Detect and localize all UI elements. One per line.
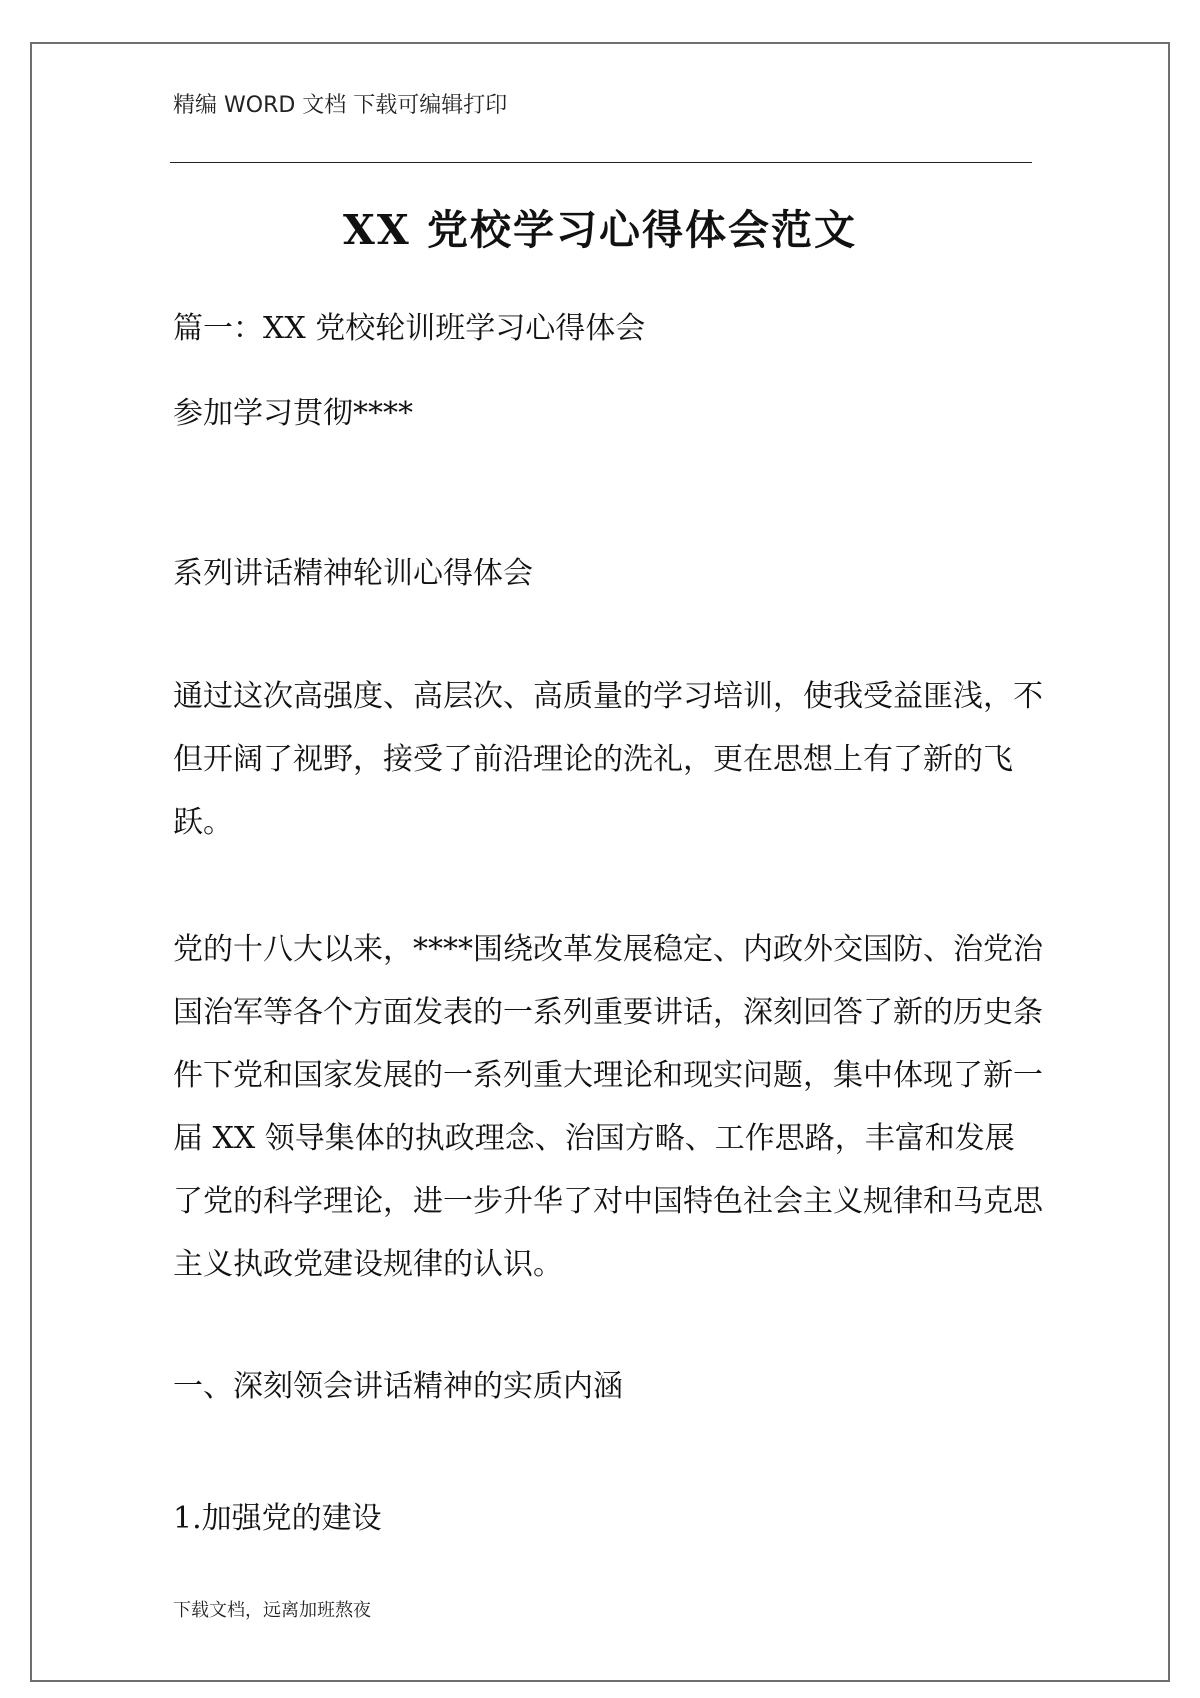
section-heading: 一、深刻领会讲话精神的实质内涵 xyxy=(173,1369,623,1404)
page-footer: 下载文档，远离加班熬夜 xyxy=(173,1600,371,1621)
subsection-heading: 1.加强党的建设 xyxy=(173,1501,382,1536)
body-paragraph: 党的十八大以来，****围绕改革发展稳定、内政外交国防、治党治国治军等各个方面发表的一系列重要讲话，深刻回答了新的历史条件下党和国家发展的一系列重大理论和现实问题，集中体现了新一届 XX 领导集体的执政理念、治国方略、工作思路，丰富和发展了党的科学理论，进一步升华了对中国特色社会主义规律和马克思主义执政党建设规律的认识。 xyxy=(173,932,1043,1282)
page-border xyxy=(30,42,1170,1682)
header-divider xyxy=(170,162,1032,163)
section-heading-part-one: 篇一：XX 党校轮训班学习心得体会 xyxy=(173,311,646,346)
body-paragraph: 通过这次高强度、高层次、高质量的学习培训，使我受益匪浅，不但开阔了视野，接受了前沿理论的洗礼，更在思想上有了新的飞跃。 xyxy=(173,679,1043,840)
paragraph-line: 系列讲话精神轮训心得体会 xyxy=(173,556,533,591)
paragraph-line: 参加学习贯彻**** xyxy=(173,396,413,431)
page-header: 精编 WORD 文档 下载可编辑打印 xyxy=(173,93,508,118)
document-title: XX 党校学习心得体会范文 xyxy=(343,206,857,255)
